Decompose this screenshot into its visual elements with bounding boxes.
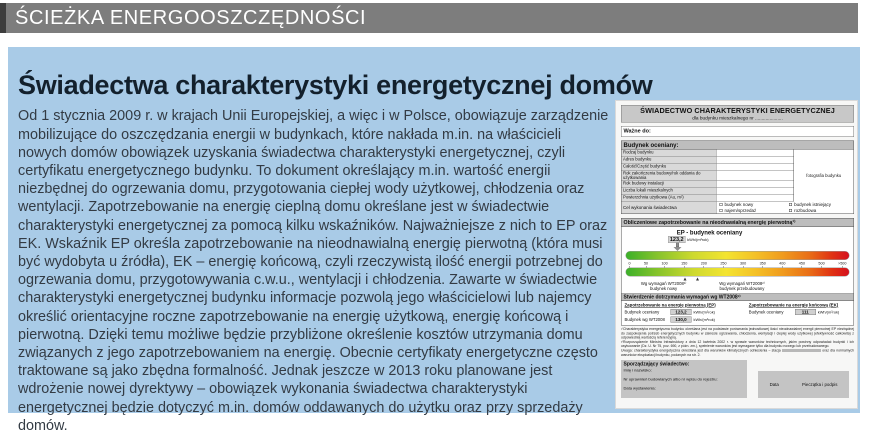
ep-section-header: Obliczeniowe zapotrzebowanie na nieodnawialną energię pierwotną¹⁾: [621, 218, 854, 227]
wt-rebuilt-label: Wg wymagań WT2008²⁾ budynek przebudowany: [719, 281, 765, 291]
stamp-box: [758, 371, 849, 398]
checkbox-icon: [789, 209, 792, 212]
certificate-document: [616, 101, 858, 409]
ep-value: 123,2: [669, 236, 684, 243]
energy-scale-ticks: [626, 260, 850, 268]
ek-compliance-column: [749, 303, 851, 323]
value-box: 111: [795, 309, 816, 315]
ep-scale-box: [621, 227, 854, 295]
row-label: Adres budynku: [622, 157, 717, 164]
issuer-date-label: Data wystawienia:: [623, 386, 656, 391]
valid-to-field: Ważne do:: [621, 126, 854, 137]
wt-new-label: Wg wymagań WT2008¹⁾ budynek nowy: [640, 281, 687, 291]
tick: 350: [759, 261, 766, 266]
ek-column-header: Zapotrzebowanie na energię końcową (EK): [748, 302, 839, 308]
issuer-section: [621, 360, 854, 398]
checkbox-icon: [789, 203, 792, 206]
compliance-row: Budynek oceniany 123,2 kWh/(m²rok): [624, 309, 715, 315]
issuer-name-label: Imię i nazwisko:: [623, 368, 652, 373]
tick: >500: [838, 261, 847, 266]
issuer-title: Sporządzający świadectwo:: [623, 361, 690, 368]
checkbox-icon: [720, 203, 723, 206]
row-value-cell: [717, 164, 794, 171]
purpose-option-label: budynek istniejący: [794, 202, 831, 207]
issuer-box: [621, 360, 747, 398]
energy-scale-bar-bottom: [626, 268, 850, 277]
row-value-cell: [717, 171, 794, 181]
tick: 450: [798, 261, 806, 266]
certificate-title: ŚWIADECTWO CHARAKTERYSTYKI ENERGETYCZNEJ: [640, 107, 835, 115]
table-row: [622, 188, 794, 195]
row-label: Cel wykonania świadectwa: [622, 202, 717, 214]
footnote: ²⁾Rozporządzenie Ministra Infrastruktury z dnia 12 kwietnia 2002 r. w sprawie warunków technicznych, jakim powinny odpowiadać budynki i ich usytuowanie (Dz. U. Nr 75, poz. 690, z późn. zm.), spełnienie warunków jest wymagane tylko dla budynku nowego lub przebudowanego.: [621, 340, 854, 349]
table-row: [622, 195, 794, 202]
page-title: Świadectwa charakterystyki energetycznej domów: [18, 70, 653, 101]
row-label: Rok budowy instalacji: [622, 181, 717, 188]
header-edge-decoration: [0, 3, 6, 33]
row-label: Liczba lokali mieszkalnych: [622, 188, 717, 195]
article-panel: [8, 47, 860, 434]
value-box: 123,2: [671, 309, 692, 315]
section-header-label: ŚCIEŻKA ENERGOOSZCZĘDNOŚCI: [15, 7, 367, 29]
value-box: 130,0: [671, 317, 692, 323]
purpose-option-label: rozbudowa: [794, 208, 817, 213]
tick: 250: [720, 261, 727, 266]
ep-compliance-column: [625, 303, 749, 323]
building-photo-cell: [794, 150, 854, 202]
row-value-cell: [717, 157, 794, 164]
compliance-header: Stwierdzenie dotrzymania wymagań wg WT2008²⁾: [622, 294, 854, 301]
compliance-section: [621, 294, 854, 326]
tick: 200: [700, 261, 707, 266]
ep-pointer-label: EP - budynek oceniany: [676, 229, 743, 236]
row-label: Powierzchnia użytkowa (Au, m²): [622, 195, 717, 202]
tick: 0: [628, 261, 631, 266]
building-table: [621, 141, 854, 215]
tick: 500: [818, 261, 825, 266]
purpose-option-label: najem/sprzedaż: [724, 208, 757, 213]
section-header-bar: [0, 3, 858, 33]
table-row: [622, 150, 794, 157]
station-blank-field: [782, 349, 821, 352]
checkbox-icon: [720, 209, 723, 212]
row-value-cell: [717, 195, 794, 202]
tick: 300: [739, 261, 747, 266]
purpose-option: [789, 208, 853, 213]
row-label: Całość/Część budynku: [622, 164, 717, 171]
purpose-row: [622, 202, 854, 214]
row-label: Rodzaj budynku: [622, 150, 717, 157]
certificate-subtitle: dla budynku mieszkalnego nr .....................: [692, 115, 783, 121]
tick: 150: [681, 261, 688, 266]
purpose-option: [789, 202, 853, 207]
photo-placeholder-label: fotografia budynku: [806, 173, 842, 178]
tick: 400: [779, 261, 786, 266]
article-body-text: Od 1 stycznia 2009 r. w krajach Unii Europejskiej, a więc i w Polsce, obowiązuje zarządzenie mobilizujące do oszczędzania energii w budynkach, które nakłada m.in. na właścicieli nowych domów obowiązek uzyskania świadectwa charakterystyki energetycznej, czyli certyfikatu energetycznego budynku. To dokument określający m.in. wartość energii niezbędnej do ogrzewania domu, przygotowania ciepłej wody użytkowej, chłodzenia oraz wentylacji. Zapotrzebowanie na energię cieplną domu określane jest w świadectwie charakterystyki energetycznej za pomocą kilku wskaźników. Najważniejsze z nich to EP oraz EK. Wskaźnik EP określa zapotrzebowanie na nieodnawialną energię pierwotną (która musi być wydobyta u źródła), EK – energię końcową, czyli rzeczywistą ilość energii potrzebnej do ogrzewania domu, przygotowywania c.w.u., wentylacji i chłodzenia. Zawarte w świadectwie charakterystyki energetycznej budynku informacje pozwolą jego właścicielowi lub najemcy określić orientacyjne roczne zapotrzebowanie na energię użytkową, energię końcową i pierwotną. Dzięki temu możliwe będzie przybliżone określenie kosztów utrzymania domu związanych z jego zapotrzebowaniem na energię. Obecnie certyfikaty energetyczne często traktowane są jako zbędna formalność. Jednak jeszcze w 2013 roku planowane jest wdrożenie nowej dyrektywy – obowiązek wykonania świadectwa charakterystyki energetycznej będzie dotyczyć m.in. domów oddawanych do użytku oraz przy sprzedaży domów.: [18, 108, 609, 434]
footnote: Uwaga: charakterystyka energetyczna określana jest dla warunków klimatycznych odniesienia – stacja oraz dla normalnych warunków eksploatacji budynku, podanych na str. 2.: [621, 348, 855, 357]
building-table-header: Budynek oceniany:: [622, 141, 854, 150]
purpose-option: [720, 208, 790, 213]
purpose-option: [720, 202, 790, 207]
stamp-signature-label: Pieczątka i podpis: [801, 382, 838, 388]
tick: 50: [643, 261, 649, 266]
issuer-license-label: Nr uprawnień budowlanych albo nr wpisu do rejestru:: [623, 377, 718, 382]
row-value-cell: [717, 181, 794, 188]
row-value-cell: [717, 150, 794, 157]
row-label: Rok zakończenia budowy/rok oddania do użytkowania: [622, 171, 717, 181]
footnotes-block: [621, 328, 854, 358]
stamp-date-label: Data: [769, 382, 779, 388]
compliance-row: Budynek oceniany 111 kWh/(m²rok): [748, 309, 840, 315]
certificate-title-box: [621, 105, 854, 123]
tick: 100: [661, 261, 668, 266]
table-row: [622, 181, 794, 188]
compliance-row: Budynek wg WT2008 130,0 kWh/(m²rok): [624, 317, 715, 322]
ep-column-header: Zapotrzebowanie na energię pierwotną (EP): [624, 302, 716, 308]
energy-scale-bar-top: [626, 251, 850, 260]
table-row: [622, 171, 794, 181]
certificate-figure: [615, 100, 858, 409]
ep-unit: kWh/(m²rok): [687, 237, 709, 242]
ep-pointer-arrow-icon: [674, 243, 682, 252]
footnote: ¹⁾Charakterystyka energetyczna budynku określana jest na podstawie porównania jednostkowej ilości nieodnawialnej energii pierwotnej EP niezbędnej do zaspokojenia potrzeb energetycznych budynku w zakresie ogrzewania, chłodzenia, wentylacji i ciepłej wody użytkowej (efektywność całkowita) z odpowiednią wartością referencyjną.: [621, 327, 854, 340]
purpose-option-label: budynek nowy: [724, 202, 754, 207]
table-row: [622, 164, 794, 171]
table-row: [622, 157, 794, 164]
row-value-cell: [717, 188, 794, 195]
